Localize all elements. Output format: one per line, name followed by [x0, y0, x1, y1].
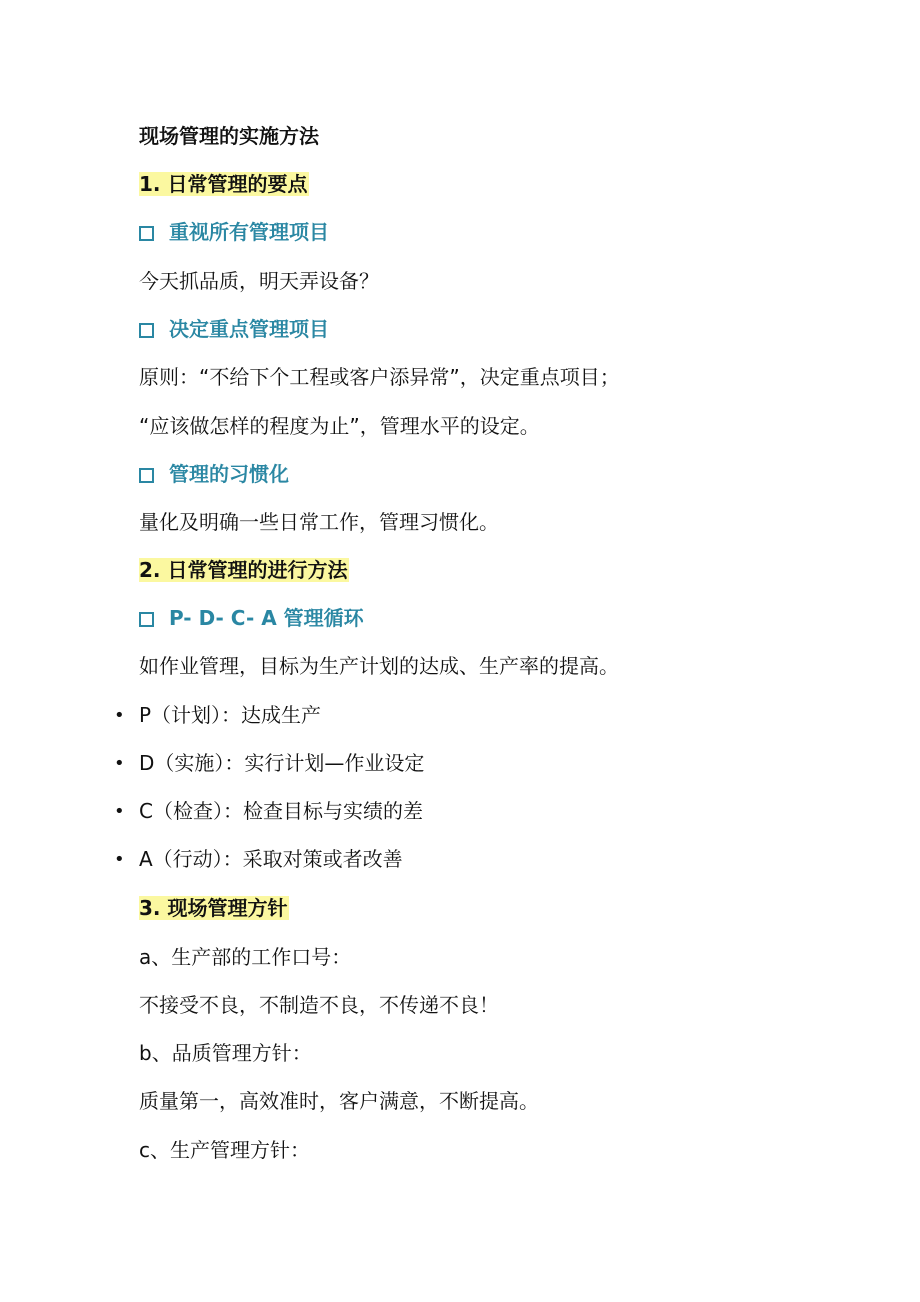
list-item-check: C（检查）：检查目标与实绩的差: [139, 799, 423, 823]
paragraph-1: 今天抓品质，明天弄设备？: [139, 269, 379, 293]
section-heading-1: [139, 170, 309, 198]
bullet-dot-icon: •: [114, 753, 125, 774]
section-heading-2: [139, 556, 349, 584]
section-heading-2-label: 2. 日常管理的进行方法: [139, 558, 348, 582]
checkbox-square-icon: [139, 226, 154, 241]
bullet-dot-icon: •: [114, 849, 125, 870]
subheading-2: [139, 315, 329, 343]
policy-line-b: b、品质管理方针：: [139, 1041, 312, 1065]
subheading-4-label: P- D- C- A 管理循环: [169, 606, 364, 630]
paragraph-2: 原则：“不给下个工程或客户添异常”，决定重点项目；: [139, 365, 620, 389]
policy-text-a: 不接受不良，不制造不良，不传递不良！: [139, 993, 499, 1017]
page-title: 现场管理的实施方法: [139, 124, 319, 148]
section-heading-3: [139, 894, 289, 922]
policy-line-a: a、生产部的工作口号：: [139, 945, 352, 969]
subheading-2-label: 决定重点管理项目: [169, 317, 329, 341]
paragraph-5: 如作业管理，目标为生产计划的达成、生产率的提高。: [139, 654, 619, 678]
bullet-dot-icon: •: [114, 705, 125, 726]
checkbox-square-icon: [139, 468, 154, 483]
section-heading-1-label: 1. 日常管理的要点: [139, 172, 308, 196]
section-heading-3-label: 3. 现场管理方针: [139, 896, 288, 920]
subheading-3-label: 管理的习惯化: [169, 462, 289, 486]
checkbox-square-icon: [139, 323, 154, 338]
subheading-4: [139, 604, 364, 632]
list-item-do: D（实施）：实行计划—作业设定: [139, 751, 425, 775]
policy-line-c: c、生产管理方针：: [139, 1138, 310, 1162]
subheading-1: [139, 218, 329, 246]
subheading-1-label: 重视所有管理项目: [169, 220, 329, 244]
list-item-act: A（行动）：采取对策或者改善: [139, 847, 403, 871]
checkbox-square-icon: [139, 612, 154, 627]
list-item-plan: P（计划）：达成生产: [139, 703, 322, 727]
policy-text-b: 质量第一，高效准时，客户满意，不断提高。: [139, 1089, 539, 1113]
subheading-3: [139, 460, 289, 488]
paragraph-4: 量化及明确一些日常工作，管理习惯化。: [139, 510, 499, 534]
paragraph-3: “应该做怎样的程度为止”，管理水平的设定。: [139, 414, 540, 438]
bullet-dot-icon: •: [114, 801, 125, 822]
